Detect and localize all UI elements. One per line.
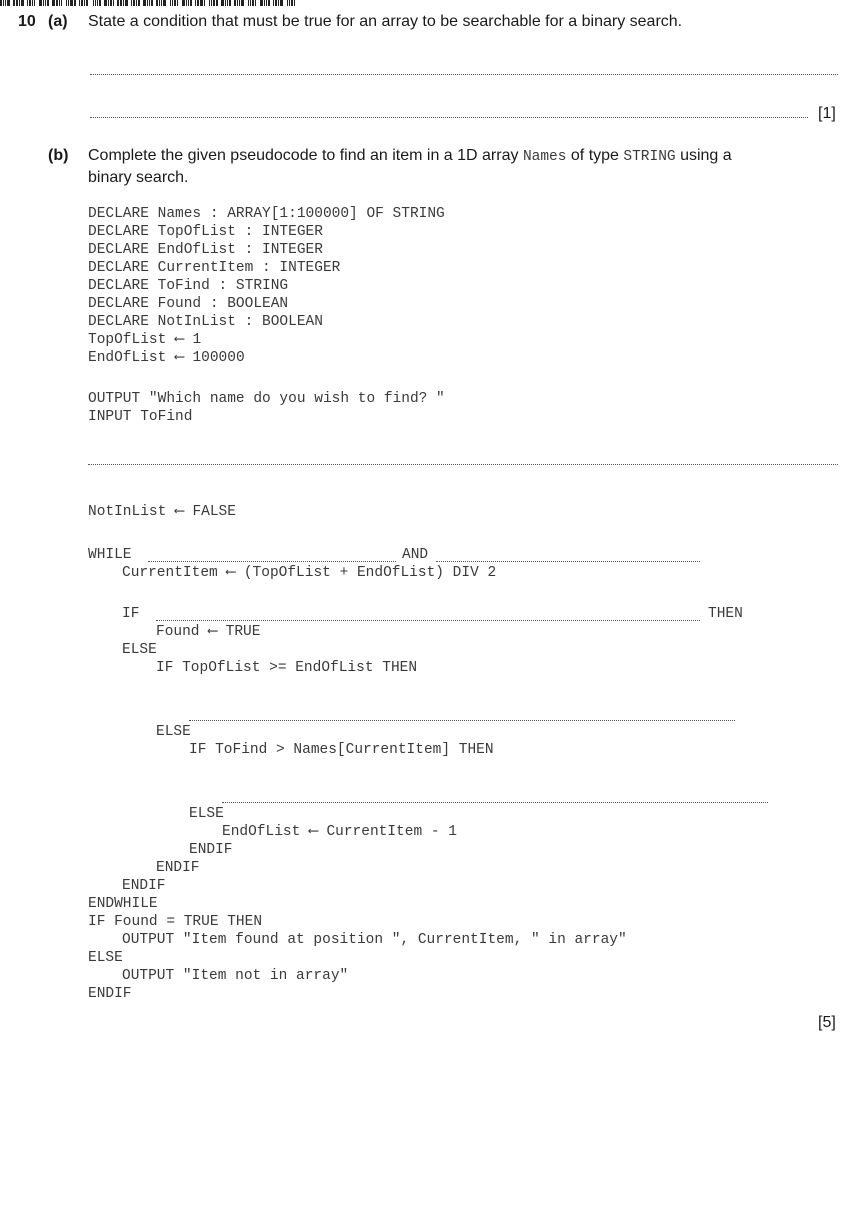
code-line: OUTPUT "Item not in array"	[122, 968, 349, 984]
answer-line-b6[interactable]	[222, 801, 768, 803]
code-line: ELSE	[88, 950, 123, 966]
code-if-keyword: IF	[122, 606, 140, 622]
part-a-marks: [1]	[818, 105, 836, 122]
code-line: ELSE	[156, 724, 191, 740]
answer-line-a1[interactable]	[90, 73, 838, 75]
code-line: TopOfList ⟵ 1	[88, 332, 202, 348]
part-b-marks: [5]	[818, 1014, 836, 1031]
code-while-keyword: WHILE	[88, 547, 132, 563]
code-line: INPUT ToFind	[88, 409, 193, 425]
code-line: CurrentItem ⟵ (TopOfList + EndOfList) DIV 2	[122, 565, 497, 581]
part-a-text: State a condition that must be true for an array to be searchable for a binary search.	[88, 13, 683, 30]
barcode	[0, 0, 340, 6]
code-line: DECLARE CurrentItem : INTEGER	[88, 260, 341, 276]
code-line: ENDWHILE	[88, 896, 158, 912]
code-line: ENDIF	[88, 986, 132, 1002]
part-b-text-line2: binary search.	[88, 169, 189, 186]
code-line: Found ⟵ TRUE	[156, 624, 261, 640]
part-b-text	[88, 146, 732, 167]
code-line: ENDIF	[189, 842, 233, 858]
code-line: DECLARE EndOfList : INTEGER	[88, 242, 323, 258]
code-names: Names	[522, 149, 567, 165]
code-string: STRING	[623, 149, 676, 165]
code-then-keyword: THEN	[708, 606, 743, 622]
code-line: EndOfList ⟵ 100000	[88, 350, 245, 366]
part-b-text-3: using a	[680, 147, 732, 164]
code-line: DECLARE Found : BOOLEAN	[88, 296, 289, 312]
code-line: DECLARE NotInList : BOOLEAN	[88, 314, 323, 330]
answer-line-b2[interactable]	[148, 560, 396, 562]
code-line: ELSE	[122, 642, 157, 658]
code-and-keyword: AND	[402, 547, 429, 563]
code-line: EndOfList ⟵ CurrentItem - 1	[222, 824, 457, 840]
code-line: OUTPUT "Item found at position ", CurrentItem, " in array"	[122, 932, 627, 948]
code-line: DECLARE TopOfList : INTEGER	[88, 224, 323, 240]
answer-line-b4[interactable]	[156, 619, 700, 621]
code-line: OUTPUT "Which name do you wish to find? "	[88, 391, 445, 407]
answer-line-a2[interactable]	[90, 116, 808, 118]
code-line: ENDIF	[122, 878, 166, 894]
answer-line-b3[interactable]	[436, 560, 700, 562]
code-line: IF Found = TRUE THEN	[88, 914, 263, 930]
code-line: IF TopOfList >= EndOfList THEN	[156, 660, 418, 676]
answer-line-b1[interactable]	[88, 463, 838, 465]
code-line: DECLARE ToFind : STRING	[88, 278, 289, 294]
code-line: ENDIF	[156, 860, 200, 876]
question-number: 10	[18, 13, 36, 30]
code-line: ELSE	[189, 806, 224, 822]
part-a-label: (a)	[48, 13, 68, 30]
part-b-text-1: Complete the given pseudocode to find an item in a 1D array	[88, 147, 519, 164]
code-line: DECLARE Names : ARRAY[1:100000] OF STRING	[88, 206, 445, 222]
part-b-label: (b)	[48, 147, 69, 164]
code-line: NotInList ⟵ FALSE	[88, 504, 236, 520]
part-b-text-2: of type	[570, 147, 619, 164]
code-line: IF ToFind > Names[CurrentItem] THEN	[189, 742, 494, 758]
answer-line-b5[interactable]	[189, 719, 735, 721]
